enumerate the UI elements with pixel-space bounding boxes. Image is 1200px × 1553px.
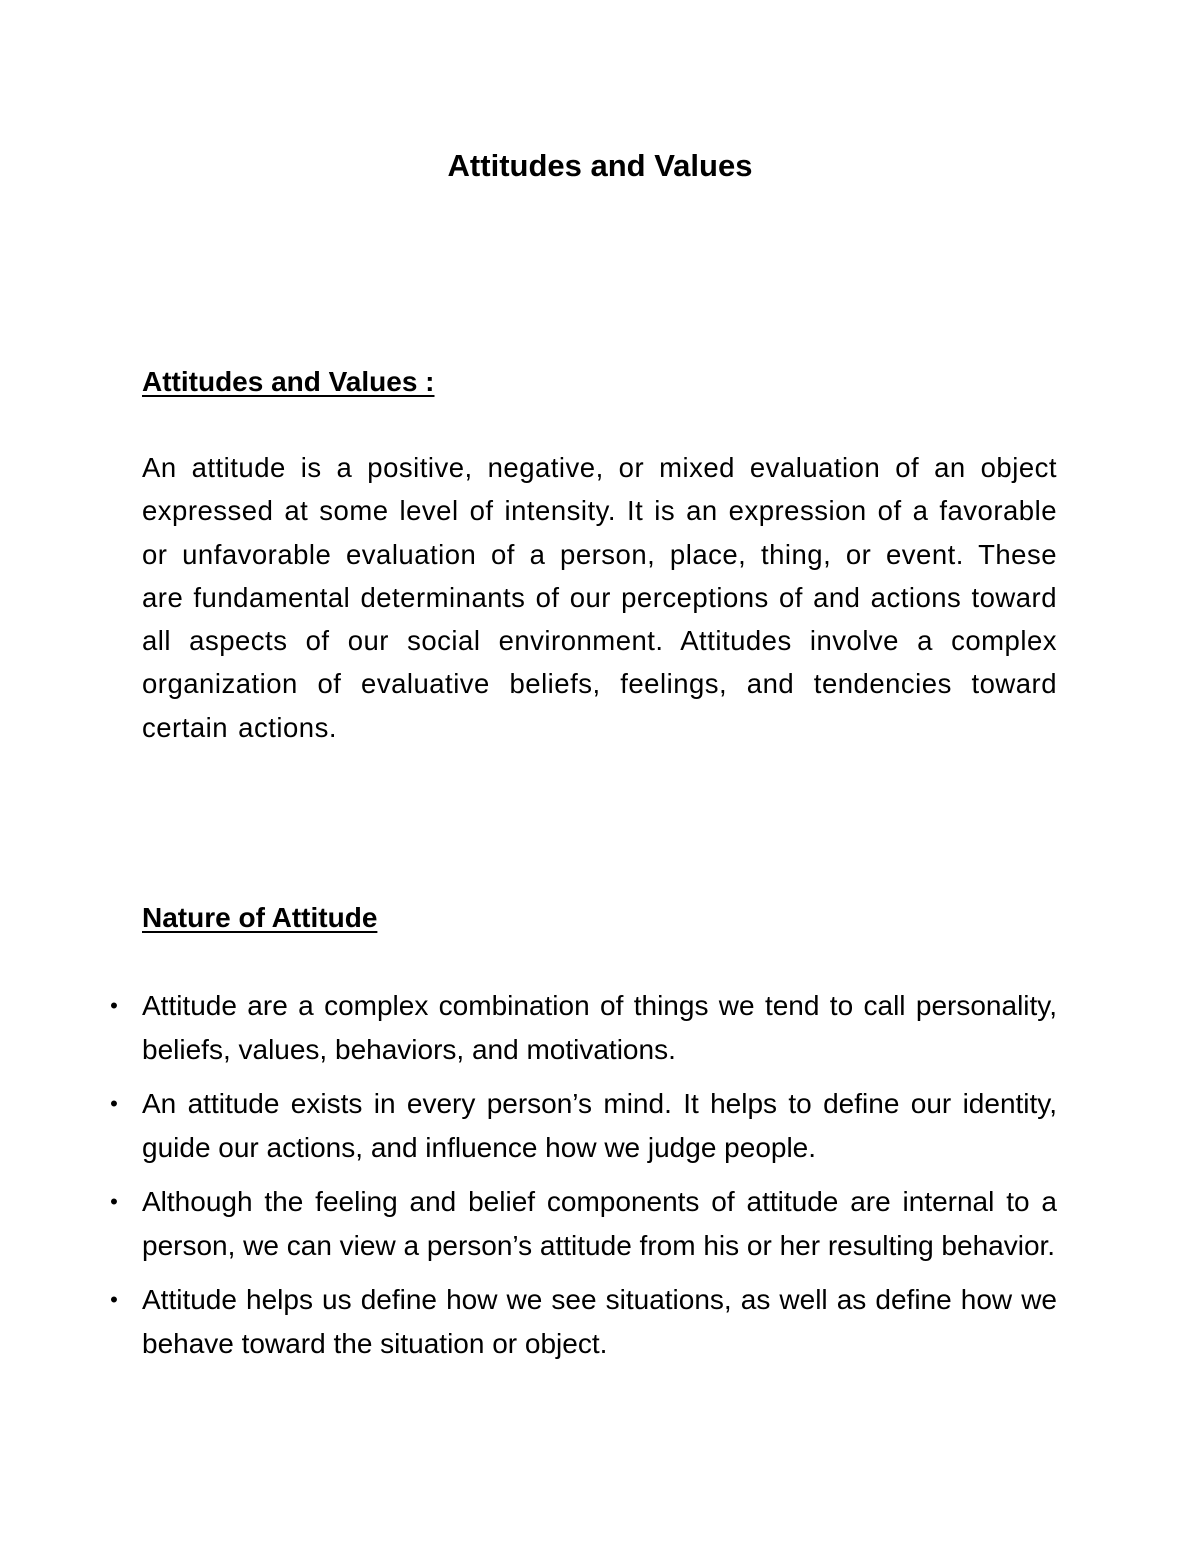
bullet-icon: • bbox=[110, 1287, 118, 1312]
list-item-text: Attitude are a complex combination of things we tend to call personality, beliefs, values, behaviors, and motivations. bbox=[142, 990, 1057, 1065]
list-item bbox=[110, 1082, 1057, 1169]
nature-of-attitude-list bbox=[110, 984, 1057, 1376]
list-item-text: Although the feeling and belief components of attitude are internal to a person, we can view a person’s attitude from his or her resulting behavior. bbox=[142, 1186, 1057, 1261]
bullet-icon: • bbox=[110, 1091, 118, 1116]
bullet-icon: • bbox=[110, 1189, 118, 1214]
section-heading-attitudes-and-values: Attitudes and Values : bbox=[142, 366, 435, 397]
list-item-text: Attitude helps us define how we see situations, as well as define how we behave toward the situation or object. bbox=[142, 1284, 1057, 1359]
document-title: Attitudes and Values bbox=[447, 148, 753, 183]
list-item bbox=[110, 1278, 1057, 1365]
list-item bbox=[110, 984, 1057, 1071]
section-heading-nature-of-attitude: Nature of Attitude bbox=[142, 902, 378, 933]
list-item-text: An attitude exists in every person’s mind. It helps to define our identity, guide our actions, and influence how we judge people. bbox=[142, 1088, 1057, 1163]
attitude-definition-paragraph: An attitude is a positive, negative, or mixed evaluation of an object expressed at some level of intensity. It is an expression of a favorable or unfavorable evaluation of a person, place, thing, or event. These are fundamental determinants of our perceptions of and actions toward all aspects of our social environment. Attitudes involve a complex organization of evaluative beliefs, feelings, and tendencies toward certain actions. bbox=[142, 452, 1057, 743]
bullet-icon: • bbox=[110, 993, 118, 1018]
list-item bbox=[110, 1180, 1057, 1267]
